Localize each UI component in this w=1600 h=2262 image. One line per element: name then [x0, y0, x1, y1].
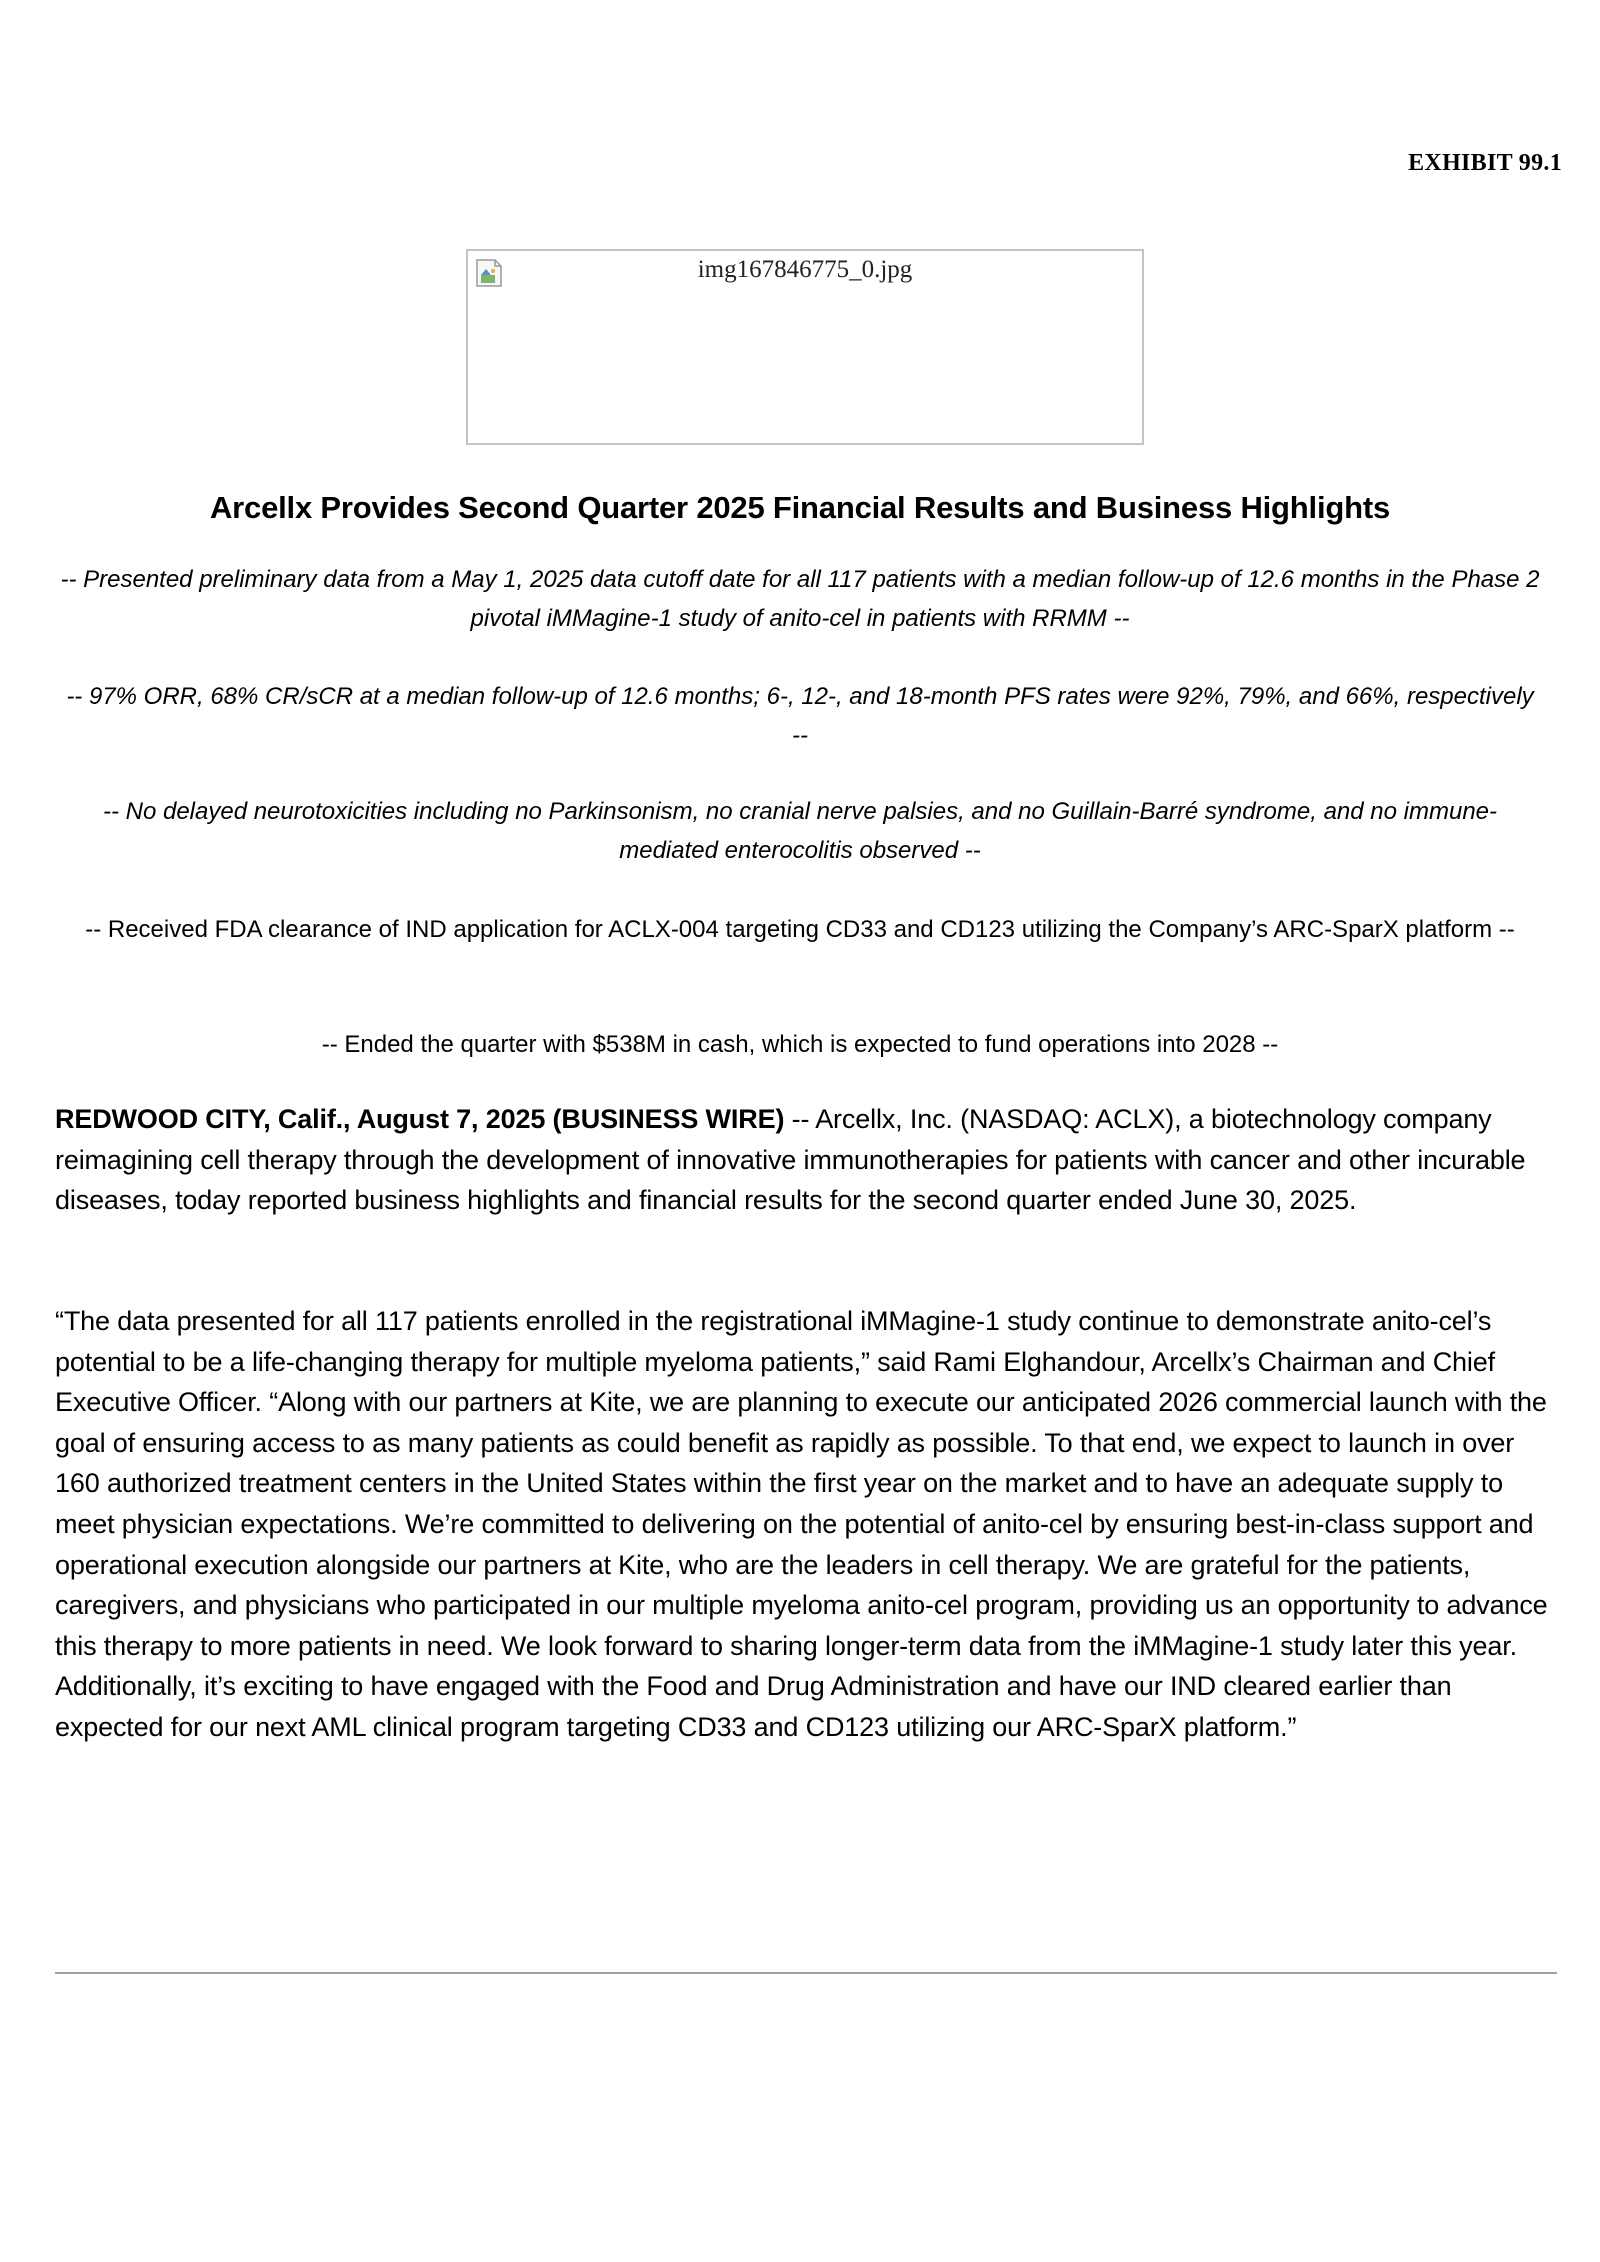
press-release-title: Arcellx Provides Second Quarter 2025 Financial Results and Business Highlights [209, 490, 1390, 525]
highlight-item: -- 97% ORR, 68% CR/sCR at a median follow-up of 12.6 months; 6-, 12-, and 18-month PFS rates were 92%, 79%, and 66%, respectively -- [66, 683, 1534, 749]
ceo-quote-paragraph: “The data presented for all 117 patients enrolled in the registrational iMMagine-1 study continue to demonstrate anito-cel’s potential to be a life-changing therapy for multiple myeloma patients,” said Rami Elghandour, Arcellx’s Chairman and Chief Executive Officer. “Along with our partners at Kite, we are planning to execute our anticipated 2026 commercial launch with the goal of ensuring access to as many patients as could benefit as rapidly as possible. To that end, we expect to launch in over 160 authorized treatment centers in the United States within the first year on the market and to have an adequate supply to meet physician expectations. We’re committed to delivering on the potential of anito-cel by ensuring best-in-class support and operational execution alongside our partners at Kite, who are the leaders in cell therapy. We are grateful for the patients, caregivers, and physicians who participated in our multiple myeloma anito-cel program, providing us an opportunity to advance this therapy to more patients in need. We look forward to sharing longer-term data from the iMMagine-1 study later this year. Additionally, it’s exciting to have engaged with the Food and Drug Administration and have our IND cleared earlier than expected for our next AML clinical program targeting CD33 and CD123 utilizing our ARC-SparX platform.” [55, 1306, 1548, 1742]
image-alt-text: img167846775_0.jpg [697, 256, 913, 283]
highlight-item: -- No delayed neurotoxicities including no Parkinsonism, no cranial nerve palsies, and no Guillain-Barré syndrome, and no immune-mediated enterocolitis observed -- [102, 798, 1498, 864]
intro-text: -- Arcellx, Inc. (NASDAQ: ACLX), a biotechnology company reimagining cell therapy through the development of innovative immunotherapies for patients with cancer and other incurable diseases, today reported business highlights and financial results for the second quarter ended June 30, 2025. [55, 1104, 1526, 1216]
highlight-item: -- Presented preliminary data from a May 1, 2025 data cutoff date for all 117 patients with a median follow-up of 12.6 months in the Phase 2 pivotal iMMagine-1 study of anito-cel in patients with RRMM -- [60, 566, 1540, 632]
company-logo-image [466, 249, 1144, 445]
highlight-item: -- Ended the quarter with $538M in cash, which is expected to fund operations into 2028 -- [321, 1031, 1279, 1058]
exhibit-label: EXHIBIT 99.1 [1408, 150, 1562, 176]
dateline: REDWOOD CITY, Calif., August 7, 2025 (BUSINESS WIRE) [55, 1104, 785, 1134]
highlight-item: -- Received FDA clearance of IND application for ACLX-004 targeting CD33 and CD123 utilizing the Company’s ARC-SparX platform -- [85, 916, 1515, 943]
page-divider [55, 1972, 1557, 1974]
intro-paragraph [55, 1099, 1555, 1221]
